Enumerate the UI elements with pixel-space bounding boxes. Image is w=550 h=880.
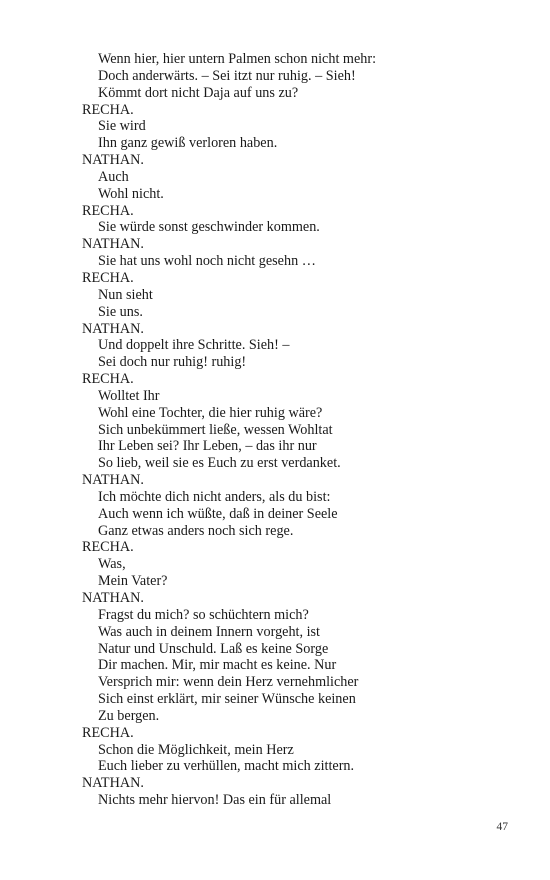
speaker-name: RECHA. [82, 371, 134, 388]
verse-line: Doch anderwärts. – Sei itzt nur ruhig. – Sieh! [98, 67, 356, 84]
verse-line: Schon die Möglichkeit, mein Herz [98, 741, 294, 758]
verse-line: Ganz etwas anders noch sich rege. [98, 522, 294, 539]
verse-line: Zu bergen. [98, 707, 160, 724]
verse-line: Wenn hier, hier untern Palmen schon nicht mehr: [98, 51, 377, 67]
verse-line: Und doppelt ihre Schritte. Sieh! – [98, 337, 290, 354]
verse-line: Sie uns. [98, 303, 143, 320]
speaker-name: NATHAN. [82, 320, 144, 337]
verse-line: Ihn ganz gewiß verloren haben. [98, 135, 278, 152]
verse-line: Sie hat uns wohl noch nicht gesehn … [98, 253, 316, 270]
verse-line: Sei doch nur ruhig! ruhig! [98, 354, 247, 371]
speaker-name: RECHA. [82, 724, 134, 741]
speaker-name: RECHA. [82, 101, 134, 118]
verse-line: Was auch in deinem Innern vorgeht, ist [98, 623, 320, 640]
speaker-name: NATHAN. [82, 472, 144, 489]
verse-line: Ich möchte dich nicht anders, als du bist: [98, 488, 331, 505]
speaker-name: RECHA. [82, 539, 134, 556]
verse-line: Nichts mehr hiervon! Das ein für allemal [98, 792, 332, 809]
verse-line: Wohl eine Tochter, die hier ruhig wäre? [98, 404, 323, 421]
verse-line: Wolltet Ihr [98, 387, 160, 404]
verse-line: Versprich mir: wenn dein Herz vernehmlicher [98, 674, 359, 691]
verse-line: Sich einst erklärt, mir seiner Wünsche keinen [98, 691, 356, 708]
verse-line: Ihr Leben sei? Ihr Leben, – das ihr nur [98, 438, 317, 455]
verse-line: Auch [98, 168, 129, 185]
verse-line: Was, [98, 556, 126, 573]
speaker-name: NATHAN. [82, 775, 144, 792]
speaker-name: RECHA. [82, 202, 134, 219]
verse-line: Kömmt dort nicht Daja auf uns zu? [98, 84, 299, 101]
verse-line: Sie würde sonst geschwinder kommen. [98, 219, 320, 236]
speaker-name: NATHAN. [82, 590, 144, 606]
verse-line: Fragst du mich? so schüchtern mich? [98, 606, 309, 623]
verse-line: Dir machen. Mir, mir macht es keine. Nur [98, 657, 337, 674]
verse-line: Sie wird [98, 118, 146, 135]
play-text [82, 51, 522, 809]
verse-line: So lieb, weil sie es Euch zu erst verdanket. [98, 455, 341, 472]
verse-line: Wohl nicht. [98, 185, 164, 202]
speaker-name: NATHAN. [82, 152, 144, 169]
verse-line: Euch lieber zu verhüllen, macht mich zittern. [98, 758, 355, 775]
page-number: 47 [496, 821, 508, 833]
verse-line: Sich unbekümmert ließe, wessen Wohltat [98, 421, 333, 438]
speaker-name: RECHA. [82, 269, 134, 286]
speaker-name: NATHAN. [82, 236, 144, 253]
verse-line: Nun sieht [98, 286, 153, 303]
verse-line: Natur und Unschuld. Laß es keine Sorge [98, 640, 329, 657]
verse-line: Mein Vater? [98, 573, 168, 590]
verse-line: Auch wenn ich wüßte, daß in deiner Seele [98, 505, 338, 522]
